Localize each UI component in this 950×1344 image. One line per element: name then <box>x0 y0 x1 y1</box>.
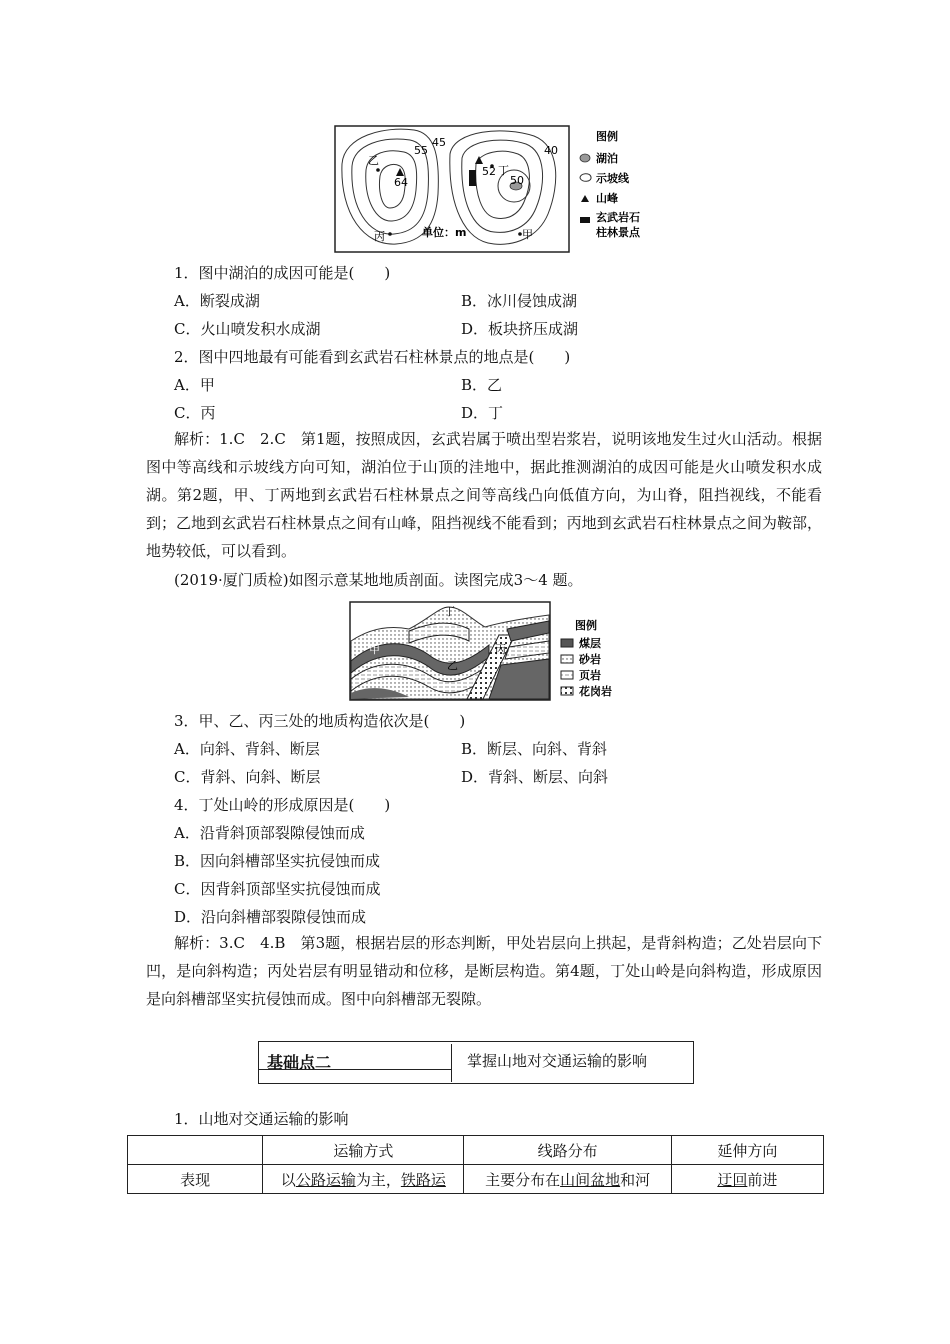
q4-stem: 4．丁处山岭的形成原因是( ) <box>174 796 391 814</box>
legend-item: 砂岩 <box>579 653 601 666</box>
section-title: 掌握山地对交通运输的影响 <box>467 1052 648 1070</box>
geology-profile-figure <box>349 601 639 703</box>
q3-option-d: D．背斜、断层、向斜 <box>461 768 609 786</box>
place-label: 丙 <box>374 230 385 243</box>
legend-item: 湖泊 <box>596 152 618 165</box>
table-header-cell: 延伸方向 <box>671 1136 823 1165</box>
place-label: 乙 <box>447 659 458 672</box>
unit-label: 单位：m <box>422 226 467 239</box>
place-label: 甲 <box>522 228 533 241</box>
table-header-cell: 线路分布 <box>464 1136 671 1165</box>
legend-item: 山峰 <box>596 192 618 205</box>
table-header-row <box>128 1136 824 1165</box>
q3-stem: 3．甲、乙、丙三处的地质构造依次是( ) <box>174 712 466 730</box>
q1-option-a: A．断裂成湖 <box>174 292 260 310</box>
place-label: 丙 <box>495 643 506 656</box>
table-cell: 以公路运输为主，铁路运 <box>263 1165 464 1194</box>
table-cell: 表现 <box>128 1165 263 1194</box>
q2-option-b: B．乙 <box>461 376 503 394</box>
q4-option-b: B．因向斜槽部坚实抗侵蚀而成 <box>174 852 381 870</box>
section-header-box <box>258 1041 694 1084</box>
q2-option-a: A．甲 <box>174 376 215 394</box>
place-label: 乙 <box>368 154 379 167</box>
q2-stem: 2．图中四地最有可能看到玄武岩石柱林景点的地点是( ) <box>174 348 571 366</box>
basalt-spot-icon <box>469 170 476 186</box>
analysis-2: 解析：3.C 4.B 第3题，根据岩层的形态判断，甲处岩层向上拱起，是背斜构造；乙处岩层向下凹，是向斜构造；丙处岩层有明显错动和位移，是断层构造。第4题，丁处山岭是向斜构造，形成原因是向斜槽部坚实抗侵蚀而成。图中向斜槽部无裂隙。 <box>146 934 822 1008</box>
place-label: 甲 <box>369 643 380 656</box>
traffic-table <box>127 1135 824 1194</box>
legend-item: 柱林景点 <box>596 226 640 239</box>
q4-option-a: A．沿背斜顶部裂隙侵蚀而成 <box>174 824 365 842</box>
q1-option-c: C．火山喷发积水成湖 <box>174 320 321 338</box>
q4-option-c: C．因背斜顶部坚实抗侵蚀而成 <box>174 880 381 898</box>
table-row <box>128 1165 824 1194</box>
legend-item: 花岗岩 <box>579 685 612 698</box>
table-header-cell <box>128 1136 263 1165</box>
contour-label: 40 <box>544 144 558 157</box>
place-label: 丁 <box>444 605 455 618</box>
contour-label: 52 <box>482 165 496 178</box>
contour-label: 45 <box>432 136 446 149</box>
q1-option-b: B．冰川侵蚀成湖 <box>461 292 578 310</box>
intro-q3-q4: (2019·厦门质检)如图示意某地地质剖面。读图完成3～4 题。 <box>174 571 583 589</box>
analysis-1: 解析：1.C 2.C 第1题，按照成因，玄武岩属于喷出型岩浆岩，说明该地发生过火山活动。根据图中等高线和示坡线方向可知，湖泊位于山顶的洼地中，据此推测湖泊的成因可能是火山喷发积水成湖。第2题，甲、丁两地到玄武岩石柱林景点之间等高线凸向低值方向，为山脊，阻挡视线，不能看到；乙地到玄武岩石柱林景点之间有山峰，阻挡视线不能看到；丙地到玄武岩石柱林景点之间为鞍部，地势较低，可以看到。 <box>146 430 822 560</box>
section-label: 基础点二 <box>267 1053 332 1072</box>
subsection-title: 1．山地对交通运输的影响 <box>174 1110 349 1128</box>
place-label: 丁 <box>498 164 509 177</box>
legend-item: 煤层 <box>579 637 601 650</box>
legend-title: 图例 <box>575 619 597 632</box>
legend-item: 示坡线 <box>596 172 629 185</box>
contour-label: 64 <box>394 176 408 189</box>
q2-option-c: C．丙 <box>174 404 216 422</box>
legend-item: 页岩 <box>579 669 601 682</box>
q1-option-d: D．板块挤压成湖 <box>461 320 579 338</box>
contour-map-figure <box>334 124 654 254</box>
q4-option-d: D．沿向斜槽部裂隙侵蚀而成 <box>174 908 367 926</box>
q3-option-b: B．断层、向斜、背斜 <box>461 740 608 758</box>
table-header-cell: 运输方式 <box>263 1136 464 1165</box>
legend-title: 图例 <box>596 130 618 143</box>
q3-option-a: A．向斜、背斜、断层 <box>174 740 320 758</box>
table-cell: 主要分布在山间盆地和河 <box>464 1165 671 1194</box>
q1-stem: 1．图中湖泊的成因可能是( ) <box>174 264 391 282</box>
contour-label: 50 <box>510 174 524 187</box>
q2-option-d: D．丁 <box>461 404 504 422</box>
q3-option-c: C．背斜、向斜、断层 <box>174 768 321 786</box>
legend-item: 玄武岩石 <box>596 211 640 224</box>
contour-label: 55 <box>414 144 428 157</box>
table-cell: 迂回前进 <box>671 1165 823 1194</box>
